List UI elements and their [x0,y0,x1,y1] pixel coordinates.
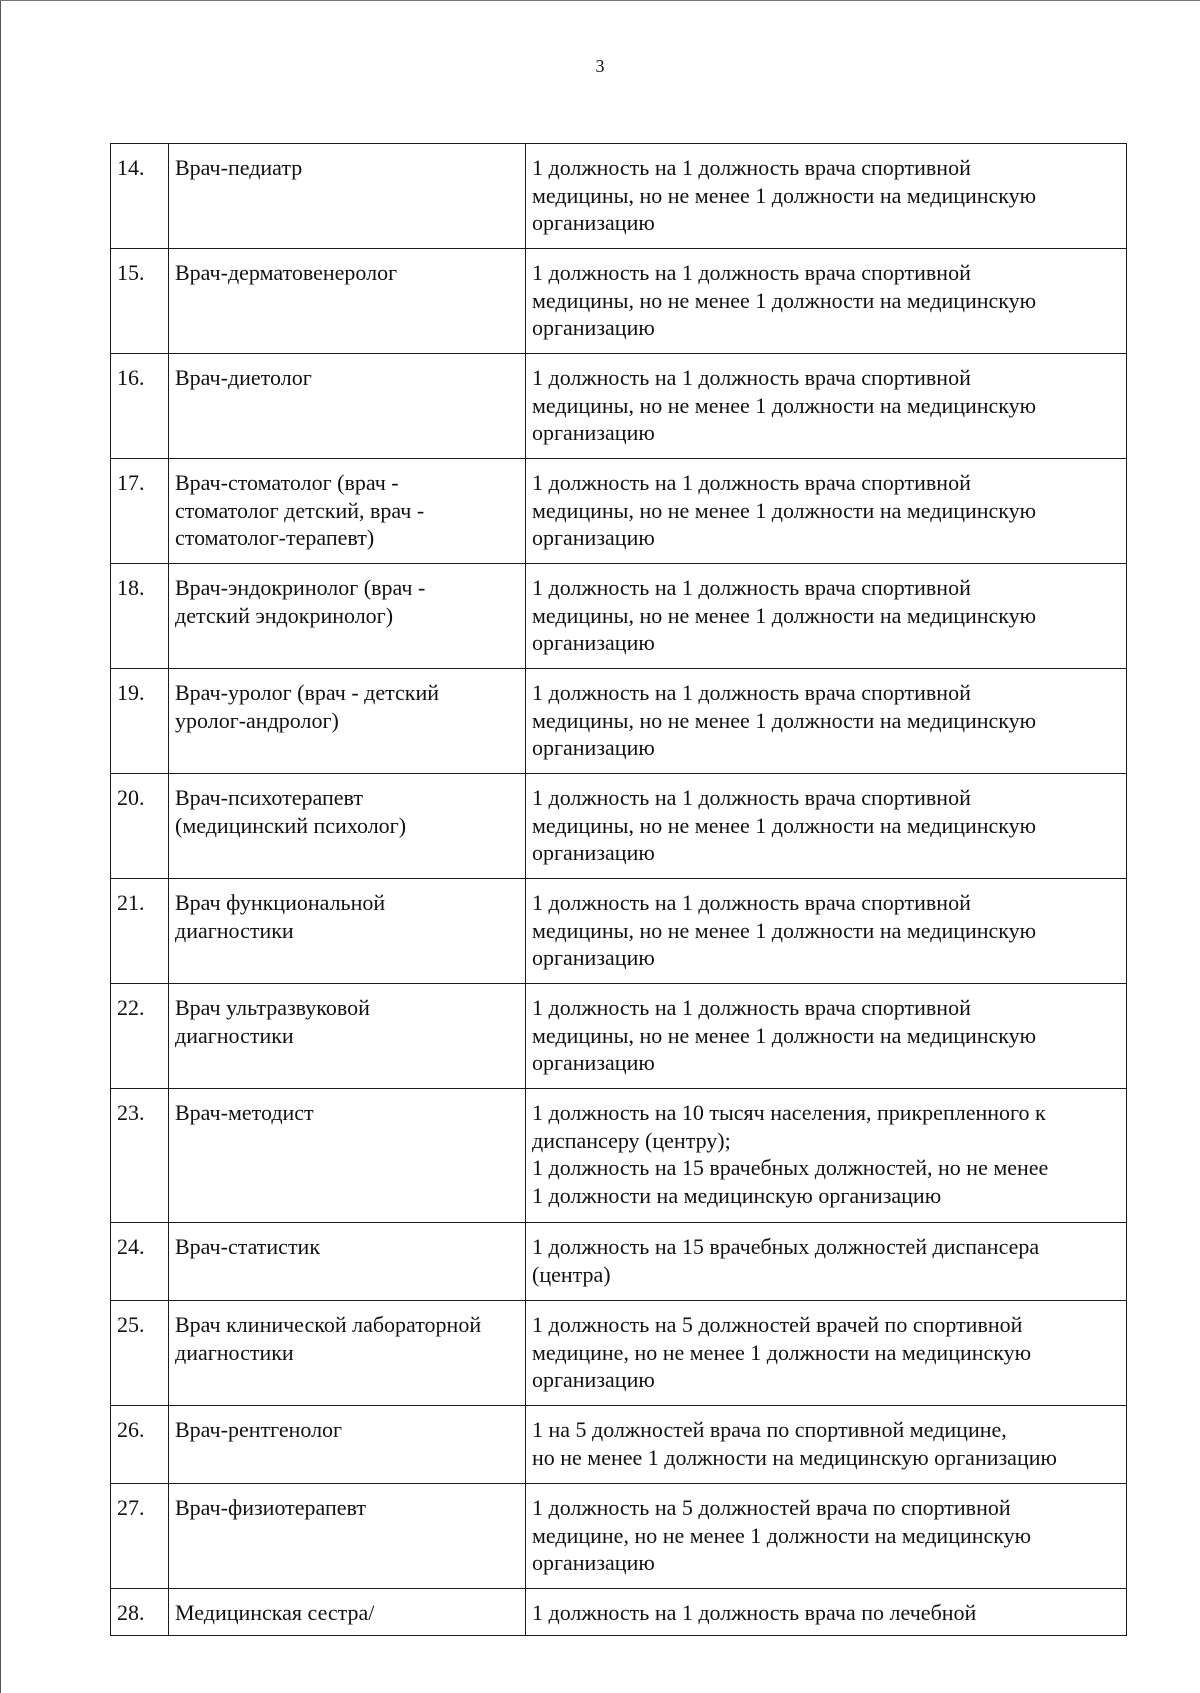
row-number-cell [111,144,169,249]
row-number-cell [111,1223,169,1301]
staffing-norm-line: 1 должность на 1 должность врача спортивной [532,155,971,180]
position-cell [169,774,526,879]
staffing-norm-line: медицины, но не менее 1 должности на медицинскую [532,392,1037,418]
staffing-norm-line: организацию [532,1550,655,1575]
table-row [111,1301,1127,1406]
position-name-line: Врач-статистик [175,1234,321,1259]
staffing-norm-line: медицины, но не менее 1 должности на медицинскую [532,287,1037,313]
staffing-norm-line: 1 должность на 1 должность врача спортивной [532,680,971,705]
staffing-norm-line: 1 на 5 должностей врача по спортивной медицине, [532,1417,1007,1442]
staffing-norm-cell [526,1223,1127,1301]
staffing-norm-line: диспансеру (центру); [532,1127,731,1153]
staffing-norm-line: организацию [532,630,655,655]
staffing-norm-line: организацию [532,840,655,865]
staffing-norm-line: но не менее 1 должности на медицинскую организацию [532,1444,1057,1470]
table-row [111,1484,1127,1589]
position-cell [169,984,526,1089]
position-name-line: стоматолог-терапевт) [175,525,375,550]
row-number: 25. [117,1312,145,1337]
position-name-line: уролог-андролог) [175,707,339,733]
staffing-norm-line: организацию [532,210,655,235]
table-row [111,1589,1127,1636]
table-row [111,774,1127,879]
staffing-norm-line: медицины, но не менее 1 должности на медицинскую [532,602,1037,628]
position-cell [169,1589,526,1636]
staffing-norm-line: 1 должность на 15 врачебных должностей диспансера [532,1234,1040,1259]
page-number: 3 [595,56,605,76]
row-number-cell [111,774,169,879]
staffing-norm-cell [526,459,1127,564]
position-name-line: Врач-уролог (врач - детский [175,680,439,705]
table-row [111,144,1127,249]
row-number-cell [111,879,169,984]
position-name-line: Врач-рентгенолог [175,1417,343,1442]
position-name-line: диагностики [175,917,294,943]
staffing-norm-line: медицине, но не менее 1 должности на медицинскую [532,1522,1032,1548]
position-name-line: Медицинская сестра/ [175,1600,375,1625]
table-row [111,564,1127,669]
position-cell [169,354,526,459]
staffing-norm-cell [526,1406,1127,1484]
staffing-norm-line: 1 должность на 1 должность врача спортивной [532,890,971,915]
staffing-norm-line: 1 должность на 1 должность врача спортивной [532,785,971,810]
staffing-norm-line: медицины, но не менее 1 должности на медицинскую [532,182,1037,208]
table-row [111,1406,1127,1484]
row-number: 15. [117,260,145,285]
staffing-norm-line: 1 должность на 5 должностей врача по спортивной [532,1495,1011,1520]
staffing-norm-cell [526,249,1127,354]
table-row [111,984,1127,1089]
scan-top-edge [0,0,1200,1]
row-number: 28. [117,1600,145,1625]
position-name-line: Врач-физиотерапевт [175,1495,366,1520]
row-number: 16. [117,365,145,390]
position-name-line: Врач функциональной [175,890,386,915]
staffing-norm-line: организацию [532,420,655,445]
row-number: 26. [117,1417,145,1442]
staffing-table [110,143,1127,1636]
row-number: 27. [117,1495,145,1520]
row-number-cell [111,1301,169,1406]
staffing-norm-cell [526,879,1127,984]
staffing-norm-line: организацию [532,1050,655,1075]
position-name-line: Врач-дерматовенеролог [175,260,398,285]
row-number: 22. [117,995,145,1020]
staffing-norm-line: организацию [532,1367,655,1392]
staffing-norm-line: медицине, но не менее 1 должности на медицинскую [532,1339,1032,1365]
row-number-cell [111,249,169,354]
table-row [111,669,1127,774]
staffing-norm-line: организацию [532,945,655,970]
position-cell [169,249,526,354]
position-cell [169,879,526,984]
position-cell [169,459,526,564]
row-number-cell [111,669,169,774]
staffing-norm-line: 1 должность на 1 должность врача по лечебной [532,1600,977,1625]
staffing-norm-line: организацию [532,315,655,340]
position-name-line: Врач-диетолог [175,365,312,390]
staffing-norm-line: организацию [532,525,655,550]
staffing-norm-cell [526,564,1127,669]
row-number-cell [111,564,169,669]
position-name-line: Врач-стоматолог (врач - [175,470,399,495]
scan-left-edge [0,0,1,1693]
row-number: 19. [117,680,145,705]
row-number-cell [111,1484,169,1589]
staffing-table-body [111,144,1127,1636]
row-number: 20. [117,785,145,810]
position-name-line: Врач клинической лабораторной [175,1312,482,1337]
position-cell [169,1223,526,1301]
position-cell [169,669,526,774]
staffing-norm-cell [526,984,1127,1089]
staffing-norm-line: медицины, но не менее 1 должности на медицинскую [532,497,1037,523]
staffing-norm-cell [526,1089,1127,1223]
position-name-line: Врач-методист [175,1100,314,1125]
staffing-norm-line: 1 должность на 1 должность врача спортивной [532,260,971,285]
position-name-line: Врач-психотерапевт [175,785,363,810]
row-number-cell [111,1089,169,1223]
row-number: 23. [117,1100,145,1125]
table-row [111,1089,1127,1223]
staffing-norm-cell [526,1484,1127,1589]
staffing-norm-line: медицины, но не менее 1 должности на медицинскую [532,707,1037,733]
staffing-norm-line: медицины, но не менее 1 должности на медицинскую [532,917,1037,943]
staffing-norm-line: организацию [532,735,655,760]
row-number-cell [111,459,169,564]
position-cell [169,1406,526,1484]
staffing-norm-line: 1 должность на 15 врачебных должностей, но не менее [532,1155,1049,1180]
row-number: 21. [117,890,145,915]
position-cell [169,564,526,669]
staffing-norm-line: 1 должность на 1 должность врача спортивной [532,365,971,390]
table-row [111,354,1127,459]
position-name-line: стоматолог детский, врач - [175,497,425,523]
staffing-norm-cell [526,354,1127,459]
position-name-line: Врач-педиатр [175,155,303,180]
row-number-cell [111,984,169,1089]
staffing-norm-line: 1 должность на 1 должность врача спортивной [532,575,971,600]
table-row [111,249,1127,354]
row-number: 24. [117,1234,145,1259]
row-number-cell [111,1406,169,1484]
staffing-norm-line: медицины, но не менее 1 должности на медицинскую [532,1022,1037,1048]
table-row [111,1223,1127,1301]
position-cell [169,1089,526,1223]
staffing-norm-cell [526,1589,1127,1636]
position-name-line: диагностики [175,1022,294,1048]
position-cell [169,1301,526,1406]
staffing-norm-line: медицины, но не менее 1 должности на медицинскую [532,812,1037,838]
staffing-norm-cell [526,774,1127,879]
row-number: 18. [117,575,145,600]
staffing-norm-line: 1 должность на 1 должность врача спортивной [532,995,971,1020]
staffing-norm-line: (центра) [532,1261,611,1287]
position-name-line: диагностики [175,1339,294,1365]
position-cell [169,144,526,249]
staffing-norm-line: 1 должность на 1 должность врача спортивной [532,470,971,495]
position-cell [169,1484,526,1589]
staffing-norm-cell [526,144,1127,249]
table-row [111,459,1127,564]
table-row [111,879,1127,984]
row-number: 17. [117,470,145,495]
position-name-line: Врач-эндокринолог (врач - [175,575,426,600]
staffing-norm-cell [526,1301,1127,1406]
row-number-cell [111,1589,169,1636]
staffing-norm-line: 1 должность на 5 должностей врачей по спортивной [532,1312,1023,1337]
row-number-cell [111,354,169,459]
staffing-norm-line: 1 должности на медицинскую организацию [532,1182,942,1208]
staffing-norm-line: 1 должность на 10 тысяч населения, прикрепленного к [532,1100,1046,1125]
row-number: 14. [117,155,145,180]
position-name-line: (медицинский психолог) [175,812,407,838]
staffing-norm-cell [526,669,1127,774]
position-name-line: Врач ультразвуковой [175,995,370,1020]
position-name-line: детский эндокринолог) [175,602,394,628]
